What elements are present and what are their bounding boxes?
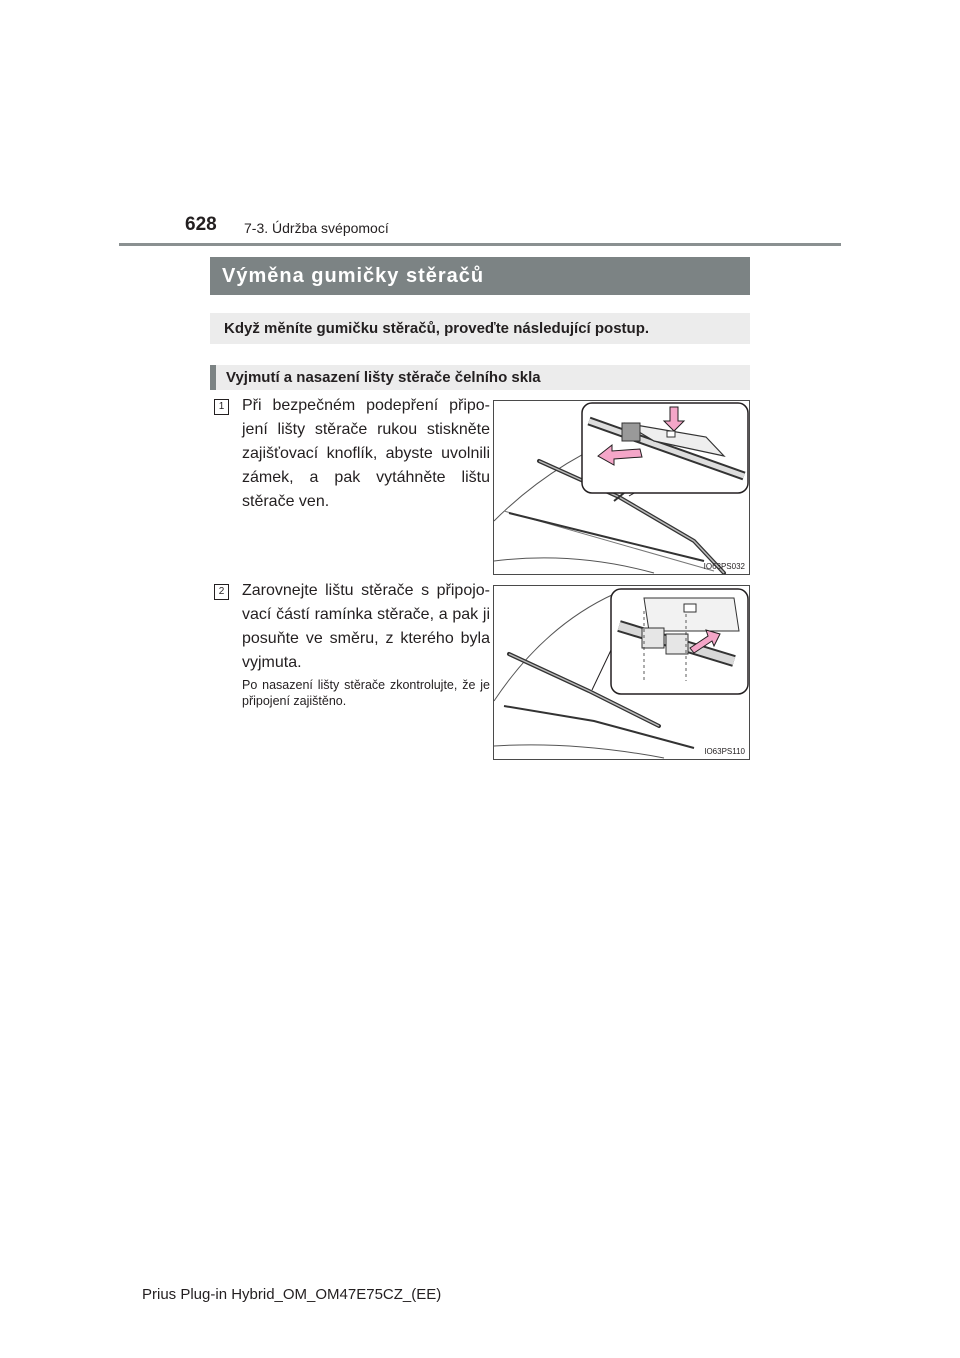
figure-1-code: IO63PS032 bbox=[703, 562, 745, 571]
chapter-title: 7-3. Údržba svépomocí bbox=[244, 220, 389, 236]
figure-wiper-removal bbox=[493, 400, 750, 575]
step-2-number: 2 bbox=[214, 584, 229, 600]
page-number: 628 bbox=[185, 214, 217, 235]
header-rule bbox=[119, 243, 841, 246]
wiper-installation-illustration bbox=[494, 586, 750, 760]
wiper-removal-illustration bbox=[494, 401, 750, 575]
intro-text: Když měníte gumičku stěračů, proveďte následující postup. bbox=[210, 313, 750, 344]
figure-wiper-installation bbox=[493, 585, 750, 760]
figure-2-code: IO63PS110 bbox=[704, 747, 745, 756]
footer-document-id: Prius Plug-in Hybrid_OM_OM47E75CZ_(EE) bbox=[142, 1286, 442, 1303]
step-2-note: Po nasazení lišty stěrače zkontrolujte, že je připojení zajištěno. bbox=[242, 678, 490, 708]
subsection-title: Vyjmutí a nasazení lišty stěrače čelního skla bbox=[210, 365, 750, 390]
step-1-text: Při bezpečném podepření připojení lišty stěrače rukou stiskněte zajišťovací knoflík, abyste uvolnili zámek, a pak vytáhněte lištu stěrače ven. bbox=[242, 397, 490, 510]
step-1-number: 1 bbox=[214, 399, 229, 415]
section-title: Výměna gumičky stěračů bbox=[210, 257, 750, 295]
step-2-text: Zarovnejte lištu stěrače s připojovací částí ramínka stěrače, a pak ji posuňte ve směru, z kterého byla vyjmuta. bbox=[242, 582, 490, 671]
